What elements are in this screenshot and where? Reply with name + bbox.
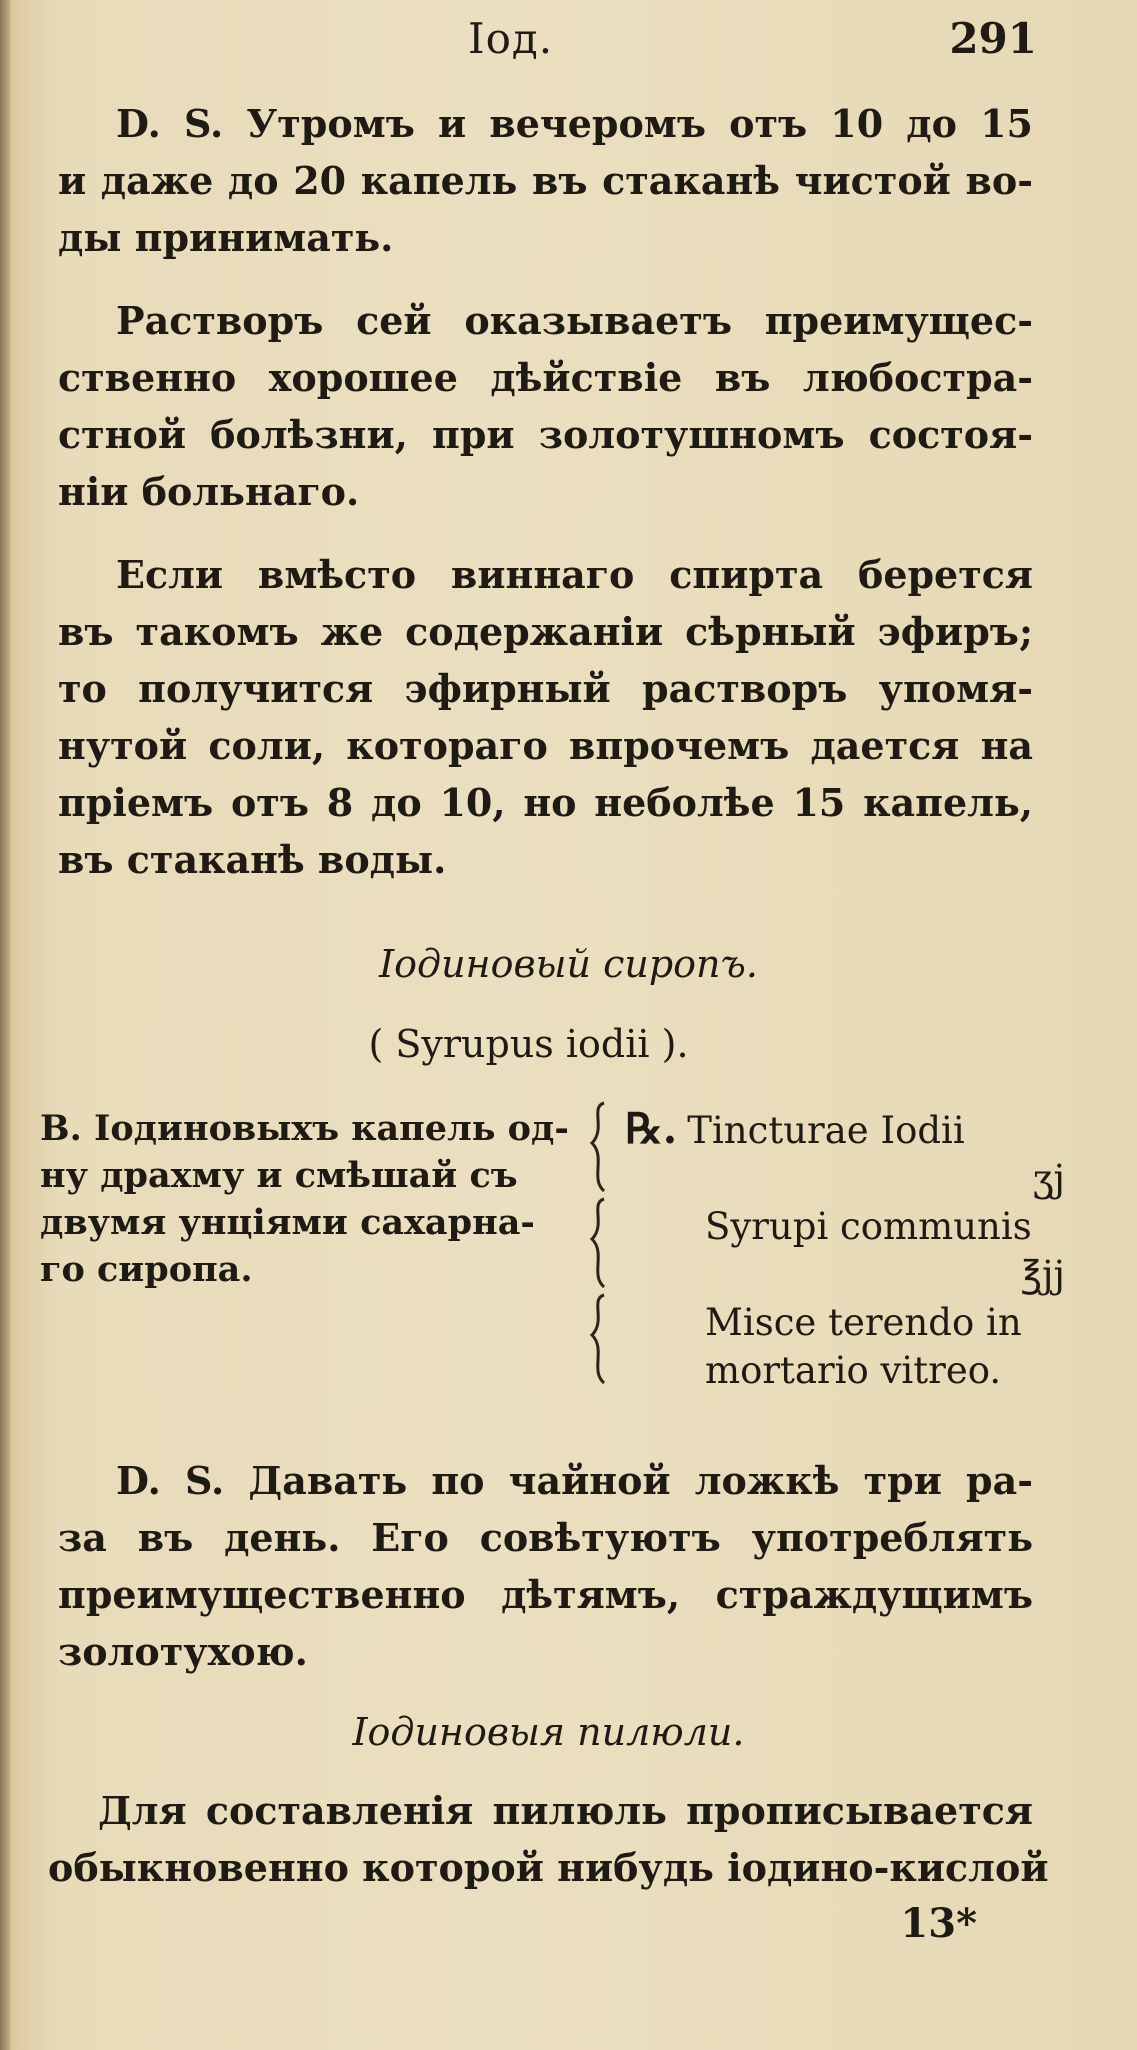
text-line: золотухою.: [58, 1629, 308, 1674]
section-heading-syrup-latin: ( Syrupus iodii ).: [368, 1022, 689, 1066]
recipe-line: го сиропа.: [40, 1249, 253, 1290]
paragraph-ether-solution: [58, 546, 1033, 888]
recipe-russian: [40, 1105, 580, 1293]
brace-divider: [580, 1099, 620, 1407]
recipe-ingredient: Syrupi communis: [705, 1205, 1032, 1248]
text-line: въ стаканѣ воды.: [58, 837, 447, 882]
text-line: Если вмѣсто виннаго спирта берется: [116, 552, 1033, 597]
text-line: Растворъ сей оказываетъ преимущес-: [116, 298, 1033, 343]
recipe-line: ну драхму и смѣшай съ: [40, 1155, 518, 1196]
text-line: обыкновенно которой нибудь іодино-кислой: [48, 1845, 1049, 1890]
recipe-line: двумя унціями сахарна-: [40, 1202, 535, 1243]
text-line: и даже до 20 капель въ стаканѣ чистой во-: [58, 158, 1033, 203]
recipe-quantity: ʒj: [1032, 1157, 1065, 1200]
text-line: стной болѣзни, при золотушномъ состоя-: [58, 412, 1033, 457]
page-header: [0, 8, 1137, 78]
text-line: ственно хорошее дѣйствіе въ любостра-: [58, 355, 1033, 400]
text-line: преимущественно дѣтямъ, страждущимъ: [58, 1572, 1033, 1617]
rx-symbol: ℞.: [625, 1104, 678, 1153]
text-line: за въ день. Его совѣтуютъ употреблять: [58, 1515, 1033, 1560]
paragraph-pills: [48, 1782, 1049, 1896]
recipe-ingredient: Tincturae Iodii: [687, 1109, 965, 1152]
recipe-latin: [625, 1105, 1065, 1395]
text-line: D. S. Утромъ и вечеромъ отъ 10 до 15: [116, 101, 1033, 146]
recipe-line: В. Iодиновыхъ капель од-: [40, 1108, 569, 1149]
section-heading-pills: Iодиновыя пилюли.: [352, 1710, 745, 1754]
text-line: Для составленія пилюль прописывается: [98, 1788, 1033, 1833]
paragraph-syrup-dosage: [58, 1452, 1033, 1680]
page-number: 291: [949, 14, 1037, 63]
recipe-quantity: ℥jj: [1020, 1253, 1065, 1296]
text-line: ды принимать.: [58, 215, 394, 260]
brace-icon: [580, 1099, 616, 1399]
text-line: нутой соли, котораго впрочемъ дается на: [58, 723, 1033, 768]
recipe-line: [625, 1105, 1065, 1155]
recipe-block: [40, 1104, 1065, 1405]
printer-signature-mark: 13*: [900, 1900, 977, 1947]
text-line: пріемъ отъ 8 до 10, но неболѣе 15 капель,: [58, 780, 1033, 825]
text-line: D. S. Давать по чайной ложкѣ три ра-: [116, 1458, 1033, 1503]
recipe-instruction: Misce terendo in: [705, 1301, 1022, 1344]
text-line: въ такомъ же содержаніи сѣрный эфиръ;: [58, 609, 1033, 654]
paragraph-dosage: [58, 95, 1033, 266]
text-line: ніи больнаго.: [58, 469, 360, 514]
paragraph-effect: [58, 292, 1033, 520]
text-line: то получится эфирный растворъ упомя-: [58, 666, 1033, 711]
section-heading-syrup: Iодиновый сиропъ.: [379, 942, 758, 986]
running-head: Iод.: [468, 14, 554, 63]
recipe-instruction: mortario vitreo.: [705, 1349, 1002, 1392]
